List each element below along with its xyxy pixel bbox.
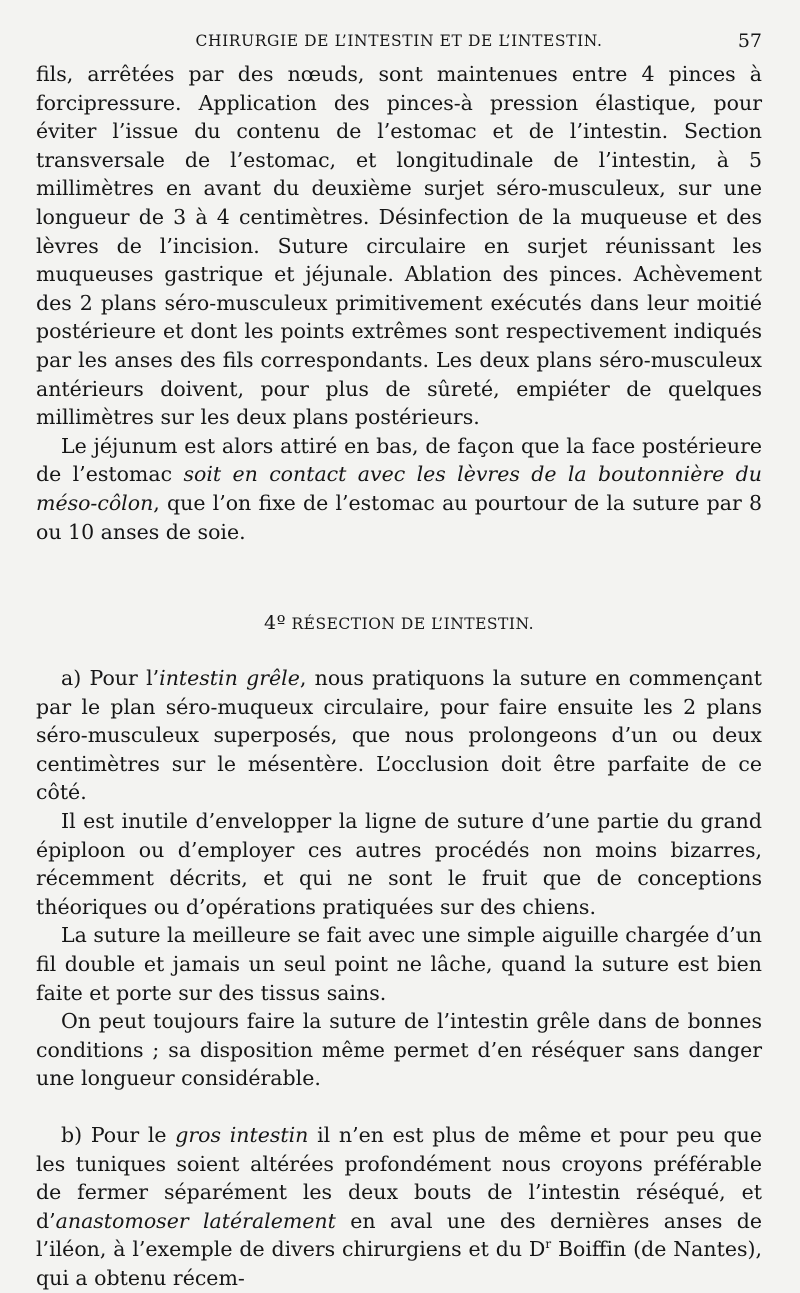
paragraph-epiploon: Il est inutile d’envelopper la ligne de suture d’une partie du grand épiploon ou d’employer ces autres procédés non moins bizarres, récemment décrits, et qui ne sont le fruit que de conceptions théoriques ou d’opérations pratiquées sur des chiens. xyxy=(36,809,762,919)
running-title: CHIRURGIE DE L’INTESTIN ET DE L’INTESTIN. xyxy=(195,32,603,50)
paragraph-a-start: a) Pour l’ xyxy=(61,666,160,691)
paragraph-jejunum-end: , que l’on fixe de l’estomac au pourtour de la suture par 8 ou 10 anses de soie. xyxy=(36,490,762,544)
paragraph-b-middle: il n’en est plus de même et pour peu que les tuniques soient altérées profondément nous croyons préférable de fermer séparément les deux bouts de l’intestin réséqué, et d’ xyxy=(36,1123,762,1233)
section-heading xyxy=(36,612,762,634)
paragraph-b-italic-1: gros intestin xyxy=(175,1123,309,1147)
paragraph-small-intestine xyxy=(36,664,762,807)
paragraph-a-end: , nous pratiquons la suture en commençant par le plan séro-muqueux circulaire, pour faire ensuite les 2 plans séro-musculeux superposés, que nous prolongeons d’un ou deux centimètres sur le mésentère. L’occlusion doit être parfaite de ce côté. xyxy=(36,666,762,805)
paragraph-b-end: Boiffin (de Nantes), qui a obtenu récem- xyxy=(36,1237,762,1290)
paragraph-b-text: en aval une des dernières anses de l’iléon, à l’exemple de divers chirurgiens et du D xyxy=(36,1208,762,1262)
paragraph-continuation: fils, arrêtées par des nœuds, sont maintenues entre 4 pinces à forcipressure. Application des pinces-à pression élastique, pour éviter l’issue du contenu de l’estomac et de l’intestin. Section transversale de l’estomac, et longitudinale de l’intestin, à 5 millimètres en avant du deuxième surjet séro-musculeux, sur une longueur de 3 à 4 centimètres. Désinfection de la muqueuse et des lèvres de l’incision. Suture circulaire en surjet réunissant les muqueuses gastrique et jéjunale. Ablation des pinces. Achèvement des 2 plans séro-musculeux primitivement exécutés dans leur moitié postérieure et dont les points extrêmes sont respectivement indiqués par les anses des fils correspondants. Les deux plans séro-musculeux antérieurs doivent, pour plus de sûreté, empiéter de quelques millimètres sur les deux plans postérieurs. xyxy=(36,62,762,430)
page-number: 57 xyxy=(737,30,762,52)
paragraph-b-italic-2: anastomoser latéralement xyxy=(55,1208,336,1233)
paragraph-suture: La suture la meilleure se fait avec une simple aiguille chargée d’un fil double et jamais un seul point ne lâche, quand la suture est bien faite et porte sur des tissus sains. xyxy=(36,923,762,1005)
running-head xyxy=(36,26,762,60)
paragraph-b-start: b) Pour le xyxy=(61,1123,176,1147)
section-title: RÉSECTION DE L’INTESTIN. xyxy=(291,615,534,634)
paragraph-large-intestine xyxy=(36,1121,762,1293)
body-text xyxy=(36,60,762,1293)
paragraph-jejunum xyxy=(36,432,762,546)
paragraph-jejunum-text: Le jéjunum est alors attiré en bas, de façon que la face postérieure de l’estomac xyxy=(36,433,762,487)
paragraph-a-italic: intestin grêle xyxy=(159,666,300,691)
paragraph-conditions: On peut toujours faire la suture de l’intestin grêle dans de bonnes conditions ; sa disposition même permet d’en réséquer sans danger une longueur considérable. xyxy=(36,1009,762,1091)
paragraph-jejunum-italic: soit en contact avec les lèvres de la boutonnière du méso-côlon xyxy=(36,462,762,515)
superscript-r: r xyxy=(545,1237,552,1252)
section-number: 4º xyxy=(264,612,287,635)
